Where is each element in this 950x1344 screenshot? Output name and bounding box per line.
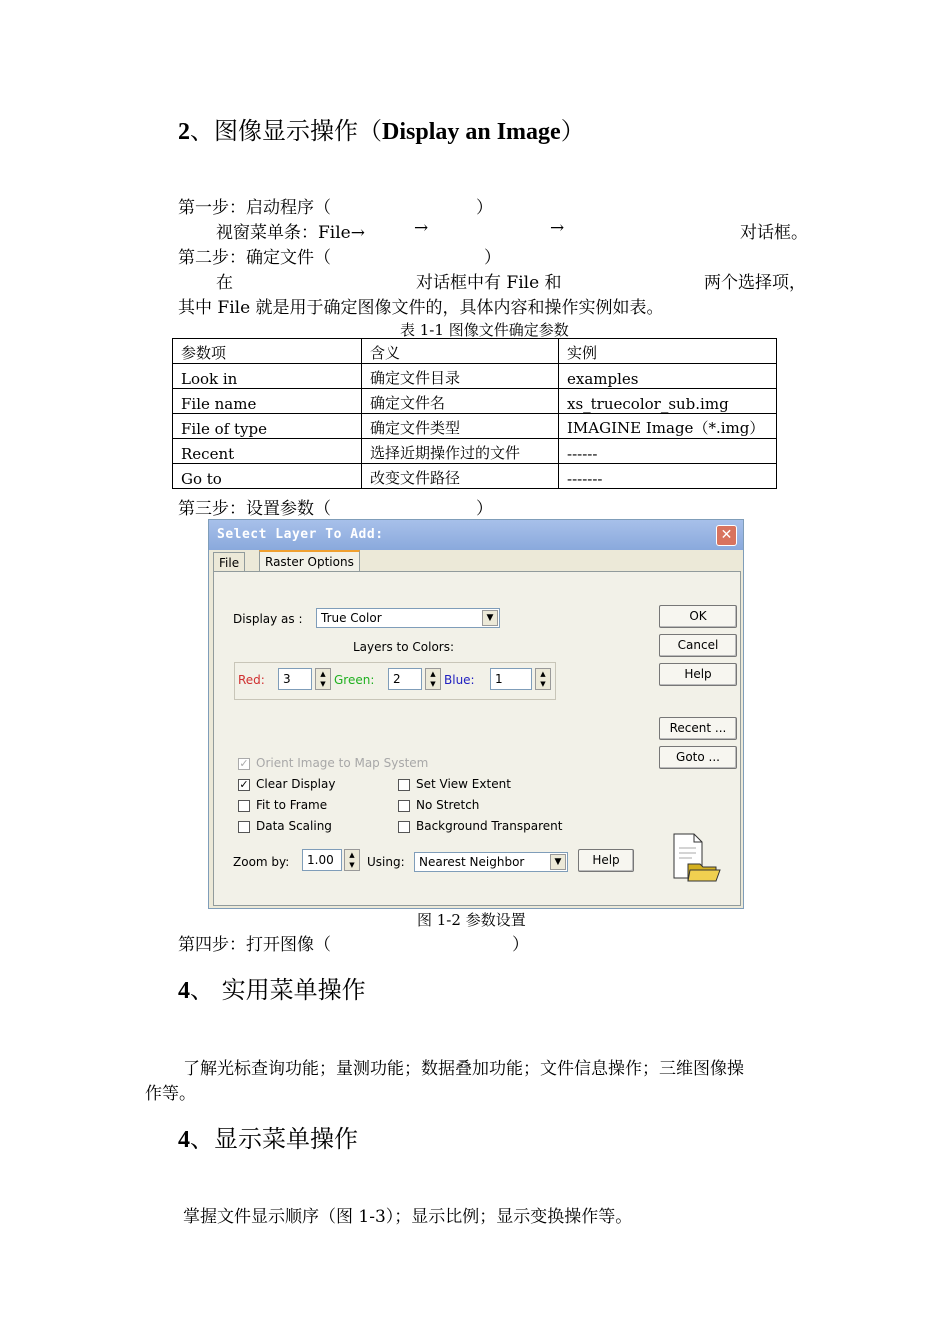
background-transparent-label: Background Transparent — [416, 819, 563, 833]
para3b: 作等。 — [145, 1084, 196, 1104]
table-cell: Go to — [173, 464, 362, 489]
set-view-extent-label: Set View Extent — [416, 777, 511, 791]
step4-close: ） — [512, 935, 529, 955]
red-input[interactable]: 3 — [278, 668, 312, 690]
table-cell: 确定文件目录 — [362, 364, 559, 389]
dialog-title: Select Layer To Add: — [217, 527, 384, 542]
step2-label: 第二步：确定文件（ — [178, 248, 331, 268]
blue-label: Blue: — [444, 673, 475, 687]
table-cell: IMAGINE Image（*.img） — [559, 414, 777, 439]
display-as-select[interactable] — [316, 608, 500, 628]
display-as-label: Display as : — [233, 612, 303, 626]
step3-label: 第三步：设置参数（ — [178, 499, 331, 519]
goto-button[interactable]: Goto ... — [659, 746, 737, 769]
table-cell: 确定文件类型 — [362, 414, 559, 439]
table-cell: File of type — [173, 414, 362, 439]
heading-number: 2 — [178, 119, 190, 145]
heading-number: 4 — [178, 978, 190, 1004]
table-cell: xs_truecolor_sub.img — [559, 389, 777, 414]
para1-a: 在 — [216, 273, 233, 293]
table-cell: Look in — [173, 364, 362, 389]
table-cell: File name — [173, 389, 362, 414]
tab-file[interactable]: File — [213, 552, 245, 573]
tab-raster-options[interactable]: Raster Options — [259, 550, 360, 574]
green-input[interactable]: 2 — [388, 668, 422, 690]
orient-label: Orient Image to Map System — [256, 756, 429, 770]
table-header-cell: 含义 — [362, 339, 559, 364]
using-value: Nearest Neighbor — [419, 855, 525, 869]
heading-bold-text: Display an Image — [382, 119, 561, 145]
heading-number: 4 — [178, 1127, 190, 1153]
recent-button[interactable]: Recent ... — [659, 717, 737, 740]
raster-options-panel — [213, 571, 741, 906]
step2-close: ） — [484, 248, 501, 268]
table-cell: ------ — [559, 439, 777, 464]
green-spinner[interactable]: ▲ ▼ — [425, 668, 441, 690]
red-label: Red: — [238, 673, 265, 687]
step1-label: 第一步：启动程序（ — [178, 198, 331, 218]
para1-c: 两个选择项， — [704, 273, 806, 293]
layers-to-colors-label: Layers to Colors: — [353, 640, 455, 654]
menu-line-text: 视窗菜单条：File→ — [216, 223, 365, 243]
heading-utility-menu — [178, 970, 366, 1005]
table-cell: 选择近期操作过的文件 — [362, 439, 559, 464]
table-cell: Recent — [173, 439, 362, 464]
table-cell: 改变文件路径 — [362, 464, 559, 489]
table-row — [173, 464, 777, 489]
menu-line-end: 对话框。 — [740, 223, 808, 243]
heading-text: 、显示菜单操作 — [190, 1125, 358, 1153]
help-button[interactable]: Help — [659, 663, 737, 686]
para1-b: 对话框中有 File 和 — [416, 273, 562, 293]
fit-to-frame-checkbox[interactable] — [238, 800, 250, 812]
table-caption: 表 1-1 图像文件确定参数 — [400, 321, 569, 339]
para3: 了解光标查询功能；量测功能；数据叠加功能；文件信息操作；三维图像操 — [183, 1059, 744, 1079]
heading-display-image — [178, 111, 585, 146]
step3-close: ） — [476, 499, 493, 519]
table-header-row — [173, 339, 777, 364]
red-spinner[interactable]: ▲ ▼ — [315, 668, 331, 690]
chevron-down-icon[interactable]: ▼ — [482, 610, 498, 626]
clear-display-label: Clear Display — [256, 777, 336, 791]
file-folder-icon — [670, 832, 722, 887]
display-as-value: True Color — [321, 611, 382, 625]
para4: 掌握文件显示顺序（图 1-3）；显示比例；显示变换操作等。 — [183, 1207, 633, 1227]
menu-line-arrow3: → — [550, 218, 565, 238]
heading-close: ） — [560, 117, 585, 145]
clear-display-checkbox[interactable]: ✓ — [239, 778, 249, 791]
table-cell: examples — [559, 364, 777, 389]
close-icon[interactable]: ✕ — [716, 525, 737, 546]
para2: 其中 File 就是用于确定图像文件的，具体内容和操作实例如表。 — [178, 298, 664, 318]
cancel-button[interactable]: Cancel — [659, 634, 737, 657]
ok-button[interactable]: OK — [659, 605, 737, 628]
data-scaling-label: Data Scaling — [256, 819, 332, 833]
fit-to-frame-label: Fit to Frame — [256, 798, 328, 812]
table-header-cell: 实例 — [559, 339, 777, 364]
parameter-table — [172, 338, 777, 489]
table-cell: ------- — [559, 464, 777, 489]
no-stretch-label: No Stretch — [416, 798, 480, 812]
help-button-2[interactable]: Help — [578, 849, 634, 872]
table-row — [173, 389, 777, 414]
menu-line-arrow2: → — [414, 218, 429, 238]
heading-text: 、 实用菜单操作 — [190, 976, 366, 1004]
blue-spinner[interactable]: ▲ ▼ — [535, 668, 551, 690]
orient-checkbox[interactable]: ✓ — [239, 757, 249, 770]
heading-display-menu — [178, 1119, 358, 1154]
chevron-down-icon[interactable]: ▼ — [550, 854, 566, 870]
table-cell: 确定文件名 — [362, 389, 559, 414]
blue-input[interactable]: 1 — [490, 668, 532, 690]
table-row — [173, 364, 777, 389]
step1-close: ） — [476, 198, 493, 218]
background-transparent-checkbox[interactable] — [398, 821, 410, 833]
zoom-input[interactable]: 1.00 — [302, 849, 342, 871]
no-stretch-checkbox[interactable] — [398, 800, 410, 812]
green-label: Green: — [334, 673, 375, 687]
zoom-label: Zoom by: — [233, 855, 290, 869]
using-label: Using: — [367, 855, 405, 869]
step4-label: 第四步：打开图像（ — [178, 935, 331, 955]
select-layer-dialog — [208, 519, 744, 909]
set-view-extent-checkbox[interactable] — [398, 779, 410, 791]
table-row — [173, 414, 777, 439]
table-row — [173, 439, 777, 464]
zoom-spinner[interactable]: ▲ ▼ — [344, 849, 360, 871]
data-scaling-checkbox[interactable] — [238, 821, 250, 833]
figure-caption: 图 1-2 参数设置 — [417, 911, 526, 929]
heading-text: 、图像显示操作（ — [190, 117, 382, 145]
dialog-titlebar[interactable] — [209, 520, 743, 550]
using-select[interactable] — [414, 852, 568, 872]
table-header-cell: 参数项 — [173, 339, 362, 364]
